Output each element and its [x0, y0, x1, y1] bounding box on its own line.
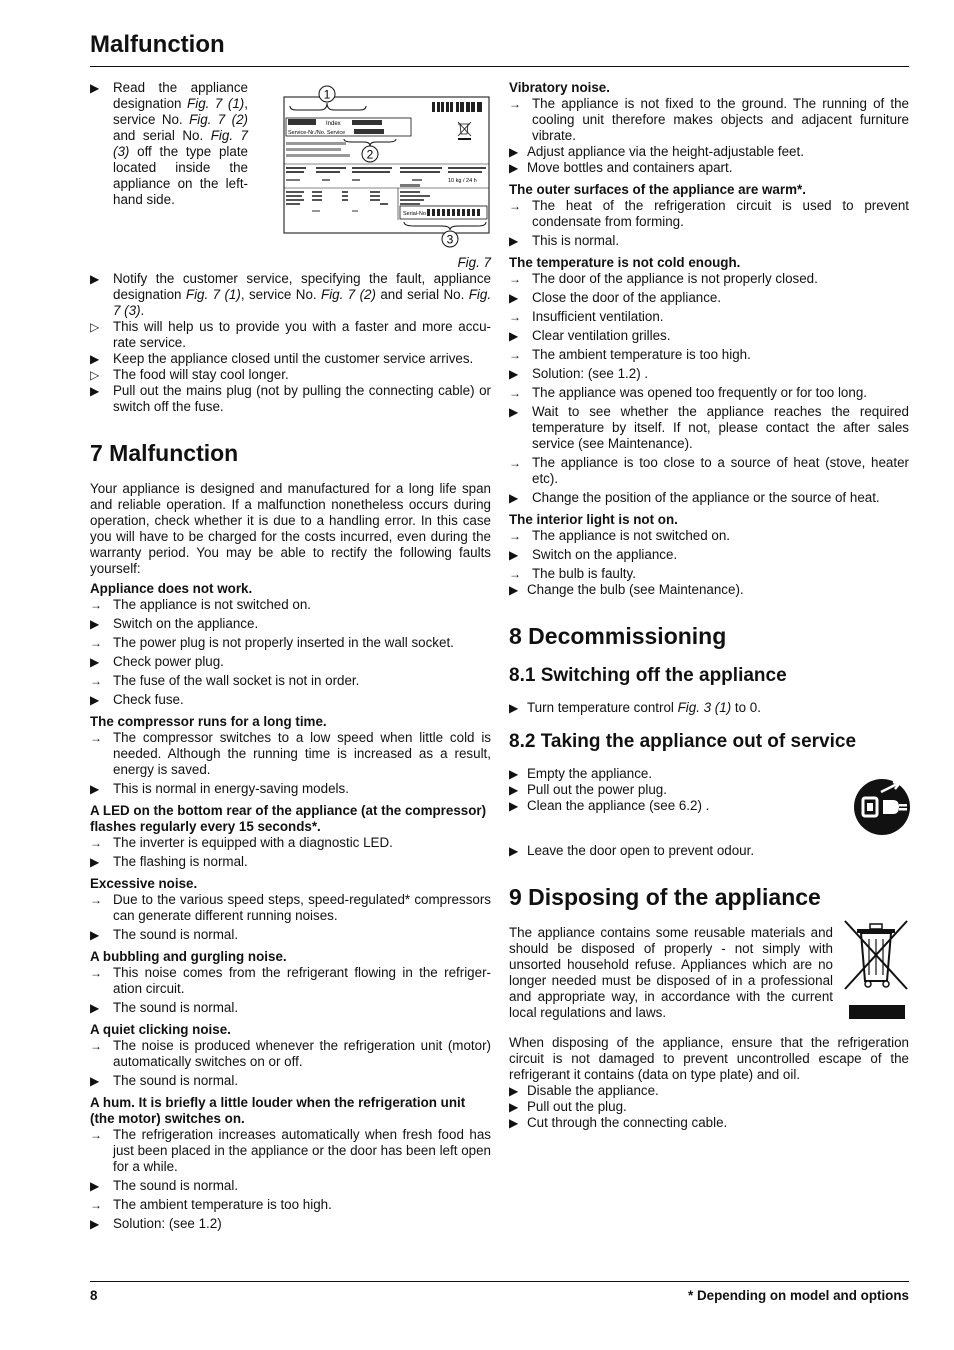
cause-item: [509, 309, 909, 325]
arrow-icon: →: [90, 966, 102, 980]
unplug-appliance-icon: [853, 778, 911, 836]
triangle-bullet-icon: ▶: [90, 693, 100, 707]
triangle-bullet-icon: ▶: [509, 1116, 519, 1130]
text: The compressor switches to a low speed when little cold is needed. Although the running time is increased as a result, energy is saved.: [113, 730, 491, 777]
text: Change the bulb (see Maintenance).: [527, 582, 744, 597]
remedy-item: [509, 290, 909, 306]
callout-2: 2: [366, 147, 374, 162]
text: Switch on the appliance.: [113, 616, 259, 631]
remedy-item: [90, 1073, 491, 1089]
triangle-bullet-icon: ▶: [90, 782, 100, 796]
text: The sound is normal.: [113, 1073, 239, 1088]
remedy-item: [509, 366, 909, 382]
fig-ref: Fig. 7 (3): [113, 128, 248, 159]
text: The ambient temperature is too high.: [532, 347, 751, 362]
text: The sound is normal.: [113, 1178, 239, 1193]
footnote: * Depending on model and options: [688, 1288, 909, 1303]
cause-item: [90, 892, 491, 924]
triangle-bullet-icon: ▶: [509, 701, 519, 715]
cause-item: [509, 385, 909, 401]
notify-step: [90, 271, 491, 319]
fault-heading: A hum. It is briefly a little louder when the refrigeration unit (the motor) switches on.: [90, 1095, 466, 1126]
arrow-icon: →: [90, 674, 102, 688]
text: The ambient temperature is too high.: [113, 1197, 332, 1212]
text: The refrigeration increases automatically when fresh food has just been placed in the appliance or the door has been left open for a while.: [113, 1127, 491, 1174]
service-out-block: [509, 766, 909, 859]
disposal-block: [509, 925, 909, 1131]
triangle-bullet-icon: ▶: [509, 491, 519, 505]
result-item: [90, 367, 491, 383]
text: Adjust appliance via the height-adjustable feet.: [527, 144, 804, 159]
fig-ref: Fig. 7 (3): [113, 287, 492, 318]
remedy-item: [509, 160, 909, 176]
text: This will help us to provide you with a faster and more accu-rate service.: [113, 319, 491, 350]
header-title: Malfunction: [90, 31, 225, 58]
arrow-icon: →: [90, 836, 102, 850]
text: Solution: (see 1.2): [113, 1216, 222, 1231]
text: The sound is normal.: [113, 927, 239, 942]
section-8-title: 8 Decommissioning: [509, 623, 727, 649]
arrow-icon: →: [509, 310, 521, 324]
fault-heading: Appliance does not work.: [90, 581, 253, 596]
section-7-intro: Your appliance is designed and manufactured for a long life span and reliable operation. If a malfunction nonetheless occurs during operation, check whether it is due to a handling error. In this case you will have to be charged for the costs incurred, even during the warranty period. You may be able to rectify the following faults yourself:: [90, 481, 491, 576]
text: , service No.: [113, 96, 249, 127]
triangle-bullet-icon: ▶: [90, 1074, 100, 1088]
disposal-paragraph: The appliance contains some reusable materials and should be disposed of properly - not simply with unsorted household refuse. Appliances which are no longer needed must be disposed of in a professional and appropriate way, in accordance with the current local regulations and laws.: [509, 925, 833, 1020]
arrow-icon: →: [509, 529, 521, 543]
cause-item: [90, 1197, 491, 1213]
fig-ref: Fig. 3 (1): [677, 700, 732, 715]
remedy-item: [509, 144, 909, 160]
text: The appliance is not fixed to the ground. The running of the cooling unit therefore makes objects and adjacent furniture vibrate.: [532, 96, 909, 143]
triangle-bullet-icon: ▶: [90, 272, 100, 286]
text: This noise comes from the refrigerant flowing in the refriger-ation circuit.: [113, 965, 491, 996]
fig-caption: Fig. 7: [457, 255, 491, 270]
text: Wait to see whether the appliance reaches the required temperature by itself. If not, please contact the after sales service (see Maintenance).: [532, 404, 909, 451]
text: and serial No.: [113, 128, 211, 143]
triangle-bullet-icon: ▶: [509, 799, 519, 813]
cause-item: [90, 965, 491, 997]
remedy-item: [509, 582, 909, 598]
fault-heading: A LED on the bottom rear of the appliance (at the compressor) flashes regularly every 15 seconds*.: [90, 803, 487, 834]
triangle-bullet-icon: ▶: [90, 855, 100, 869]
text: Keep the appliance closed until the customer service arrives.: [113, 351, 474, 366]
triangle-bullet-icon: ▶: [509, 783, 519, 797]
cause-item: [90, 1127, 491, 1175]
text: Disable the appliance.: [527, 1083, 659, 1098]
page-header: [90, 30, 909, 67]
text: The fuse of the wall socket is not in order.: [113, 673, 360, 688]
text: The appliance is not switched on.: [532, 528, 731, 543]
cause-item: [90, 835, 491, 851]
text: Notify the customer service, specifying the fault, appliance designation: [113, 271, 491, 302]
triangle-bullet-icon: ▶: [509, 145, 519, 159]
plate-serial-label: Serial-No: [403, 211, 426, 217]
arrow-icon: →: [90, 1128, 102, 1142]
text: The noise is produced whenever the refrigeration unit (motor) automatically switches on or off.: [113, 1038, 491, 1069]
outline-triangle-icon: ▷: [90, 368, 100, 382]
section-8-1-title: 8.1 Switching off the appliance: [509, 665, 787, 686]
triangle-bullet-icon: ▶: [509, 1084, 519, 1098]
step-item: [90, 383, 491, 415]
right-column: [509, 80, 909, 1131]
text: Read the appliance designation: [113, 80, 248, 111]
triangle-bullet-icon: ▶: [509, 844, 519, 858]
arrow-icon: →: [90, 1039, 102, 1053]
text: Due to the various speed steps, speed-regulated* compressors can generate different running noises.: [113, 892, 491, 923]
text: Empty the appliance.: [527, 766, 653, 781]
triangle-bullet-icon: ▶: [509, 767, 519, 781]
result-item: [90, 319, 491, 351]
cause-item: [509, 347, 909, 363]
text: The power plug is not properly inserted in the wall socket.: [113, 635, 454, 650]
fault-heading: A quiet clicking noise.: [90, 1022, 231, 1037]
weee-crossed-bin-icon: [843, 919, 909, 1021]
text: The inverter is equipped with a diagnostic LED.: [113, 835, 393, 850]
text: Cut through the connecting cable.: [527, 1115, 728, 1130]
remedy-item: [509, 328, 909, 344]
remedy-item: [509, 233, 909, 249]
fig-ref: Fig. 7 (2): [189, 112, 248, 127]
fault-heading: Vibratory noise.: [509, 80, 610, 95]
remedy-item: [509, 547, 909, 563]
triangle-bullet-icon: ▶: [90, 928, 100, 942]
remedy-item: [90, 927, 491, 943]
text: Switch on the appliance.: [532, 547, 678, 562]
text: Check power plug.: [113, 654, 224, 669]
svg-text:10 kg / 24 h: 10 kg / 24 h: [448, 178, 477, 184]
fig7-block: [90, 80, 491, 246]
fig-ref: Fig. 7 (1): [185, 287, 241, 302]
step-item: [509, 700, 909, 716]
triangle-bullet-icon: ▶: [90, 352, 100, 366]
triangle-bullet-icon: ▶: [509, 1100, 519, 1114]
cause-item: [509, 198, 909, 230]
arrow-icon: →: [509, 386, 521, 400]
remedy-item: [90, 616, 491, 632]
arrow-icon: →: [90, 893, 102, 907]
remedy-item: [90, 1000, 491, 1016]
page-footer: [90, 1281, 909, 1303]
callout-3: 3: [446, 232, 454, 247]
arrow-icon: →: [509, 456, 521, 470]
remedy-item: [90, 654, 491, 670]
text: Pull out the mains plug (not by pulling the connecting cable) or switch off the fuse.: [113, 383, 491, 414]
text: Turn temperature control: [527, 700, 678, 715]
text: Change the position of the appliance or the source of heat.: [532, 490, 880, 505]
triangle-bullet-icon: ▶: [509, 405, 519, 419]
step-item: [509, 1099, 909, 1115]
text: , service No.: [240, 287, 322, 302]
text: The door of the appliance is not properly closed.: [532, 271, 818, 286]
callout-1: 1: [323, 87, 331, 102]
text: The food will stay cool longer.: [113, 367, 289, 382]
text: to 0.: [731, 700, 761, 715]
text: Clean the appliance (see 6.2) .: [527, 798, 710, 813]
arrow-icon: →: [509, 348, 521, 362]
arrow-icon: →: [509, 567, 521, 581]
text: Move bottles and containers apart.: [527, 160, 733, 175]
text: The appliance is too close to a source of heat (stove, heater etc).: [532, 455, 909, 486]
section-9-title: 9 Disposing of the appliance: [509, 884, 821, 910]
section-7-title: 7 Malfunction: [90, 440, 239, 466]
read-designation-step: [90, 80, 248, 208]
fault-heading: A bubbling and gurgling noise.: [90, 949, 287, 964]
arrow-icon: →: [509, 199, 521, 213]
triangle-bullet-icon: ▶: [90, 655, 100, 669]
fault-heading: Excessive noise.: [90, 876, 198, 891]
triangle-bullet-icon: ▶: [90, 1217, 100, 1231]
step-item: [509, 782, 909, 798]
triangle-bullet-icon: ▶: [509, 548, 519, 562]
text: Leave the door open to prevent odour.: [527, 843, 755, 858]
cause-item: [90, 597, 491, 613]
step-item: [509, 1115, 909, 1131]
text: and serial No.: [375, 287, 469, 302]
type-plate-figure: [282, 84, 492, 250]
triangle-bullet-icon: ▶: [509, 291, 519, 305]
section-7-fault-list: [90, 581, 491, 1232]
text: Check fuse.: [113, 692, 184, 707]
text: .: [140, 303, 145, 318]
fault-heading: The interior light is not on.: [509, 512, 678, 527]
triangle-bullet-icon: ▶: [90, 384, 100, 398]
cause-item: [509, 455, 909, 487]
triangle-bullet-icon: ▶: [509, 329, 519, 343]
arrow-icon: →: [509, 272, 521, 286]
fault-heading: The compressor runs for a long time.: [90, 714, 327, 729]
fig-ref: Fig. 7 (2): [321, 287, 376, 302]
fig-ref: Fig. 7 (1): [187, 96, 245, 111]
text: Pull out the power plug.: [527, 782, 667, 797]
plate-index-label: Index: [326, 121, 341, 127]
text: The bulb is faulty.: [532, 566, 636, 581]
fault-heading: The outer surfaces of the appliance are warm*.: [509, 182, 806, 197]
step-item: [509, 1083, 909, 1099]
right-fault-list: [509, 80, 909, 598]
section-8-2-title: 8.2 Taking the appliance out of service: [509, 731, 857, 752]
cause-item: [90, 1038, 491, 1070]
text: This is normal in energy-saving models.: [113, 781, 349, 796]
triangle-bullet-icon: ▶: [509, 367, 519, 381]
arrow-icon: →: [90, 731, 102, 745]
triangle-bullet-icon: ▶: [509, 583, 519, 597]
cause-item: [509, 271, 909, 287]
text: This is normal.: [532, 233, 620, 248]
step-item: [509, 766, 909, 782]
text: The heat of the refrigeration circuit is used to prevent condensate from forming.: [532, 198, 909, 229]
left-column: [90, 80, 491, 1232]
triangle-bullet-icon: ▶: [90, 1001, 100, 1015]
step-item: [509, 843, 909, 859]
cause-item: [90, 673, 491, 689]
triangle-bullet-icon: ▶: [509, 234, 519, 248]
plate-service-label: Service-Nr./No. Service: [288, 130, 346, 136]
cause-item: [509, 566, 909, 582]
cause-item: [90, 730, 491, 778]
text: Clear ventilation grilles.: [532, 328, 671, 343]
fault-heading: The temperature is not cold enough.: [509, 255, 741, 270]
cause-item: [509, 528, 909, 544]
triangle-bullet-icon: ▶: [90, 1179, 100, 1193]
cause-item: [509, 96, 909, 144]
page-number: 8: [90, 1288, 98, 1303]
remedy-item: [90, 1216, 491, 1232]
text: off the type plate located inside the appliance on the left-hand side.: [113, 144, 248, 207]
remedy-item: [90, 692, 491, 708]
step-item: [509, 798, 909, 814]
refrigerant-paragraph: When disposing of the appliance, ensure that the refrigeration circuit is not damaged to prevent uncontrolled escape of the refrigerant it contains (data on type plate) and oil.: [509, 1035, 909, 1082]
text: Insufficient ventilation.: [532, 309, 664, 324]
arrow-icon: →: [90, 636, 102, 650]
text: Solution: (see 1.2) .: [532, 366, 649, 381]
triangle-bullet-icon: ▶: [509, 161, 519, 175]
text: The sound is normal.: [113, 1000, 239, 1015]
cause-item: [90, 635, 491, 651]
arrow-icon: →: [90, 1198, 102, 1212]
text: Close the door of the appliance.: [532, 290, 722, 305]
text: The appliance was opened too frequently or for too long.: [532, 385, 867, 400]
triangle-bullet-icon: ▶: [90, 81, 100, 95]
remedy-item: [509, 404, 909, 452]
remedy-item: [90, 781, 491, 797]
remedy-item: [509, 490, 909, 506]
arrow-icon: →: [90, 598, 102, 612]
outline-triangle-icon: ▷: [90, 320, 100, 334]
step-item: [90, 351, 491, 367]
text: The appliance is not switched on.: [113, 597, 312, 612]
remedy-item: [90, 1178, 491, 1194]
remedy-item: [90, 854, 491, 870]
text: Pull out the plug.: [527, 1099, 627, 1114]
text: The flashing is normal.: [113, 854, 248, 869]
arrow-icon: →: [509, 97, 521, 111]
triangle-bullet-icon: ▶: [90, 617, 100, 631]
